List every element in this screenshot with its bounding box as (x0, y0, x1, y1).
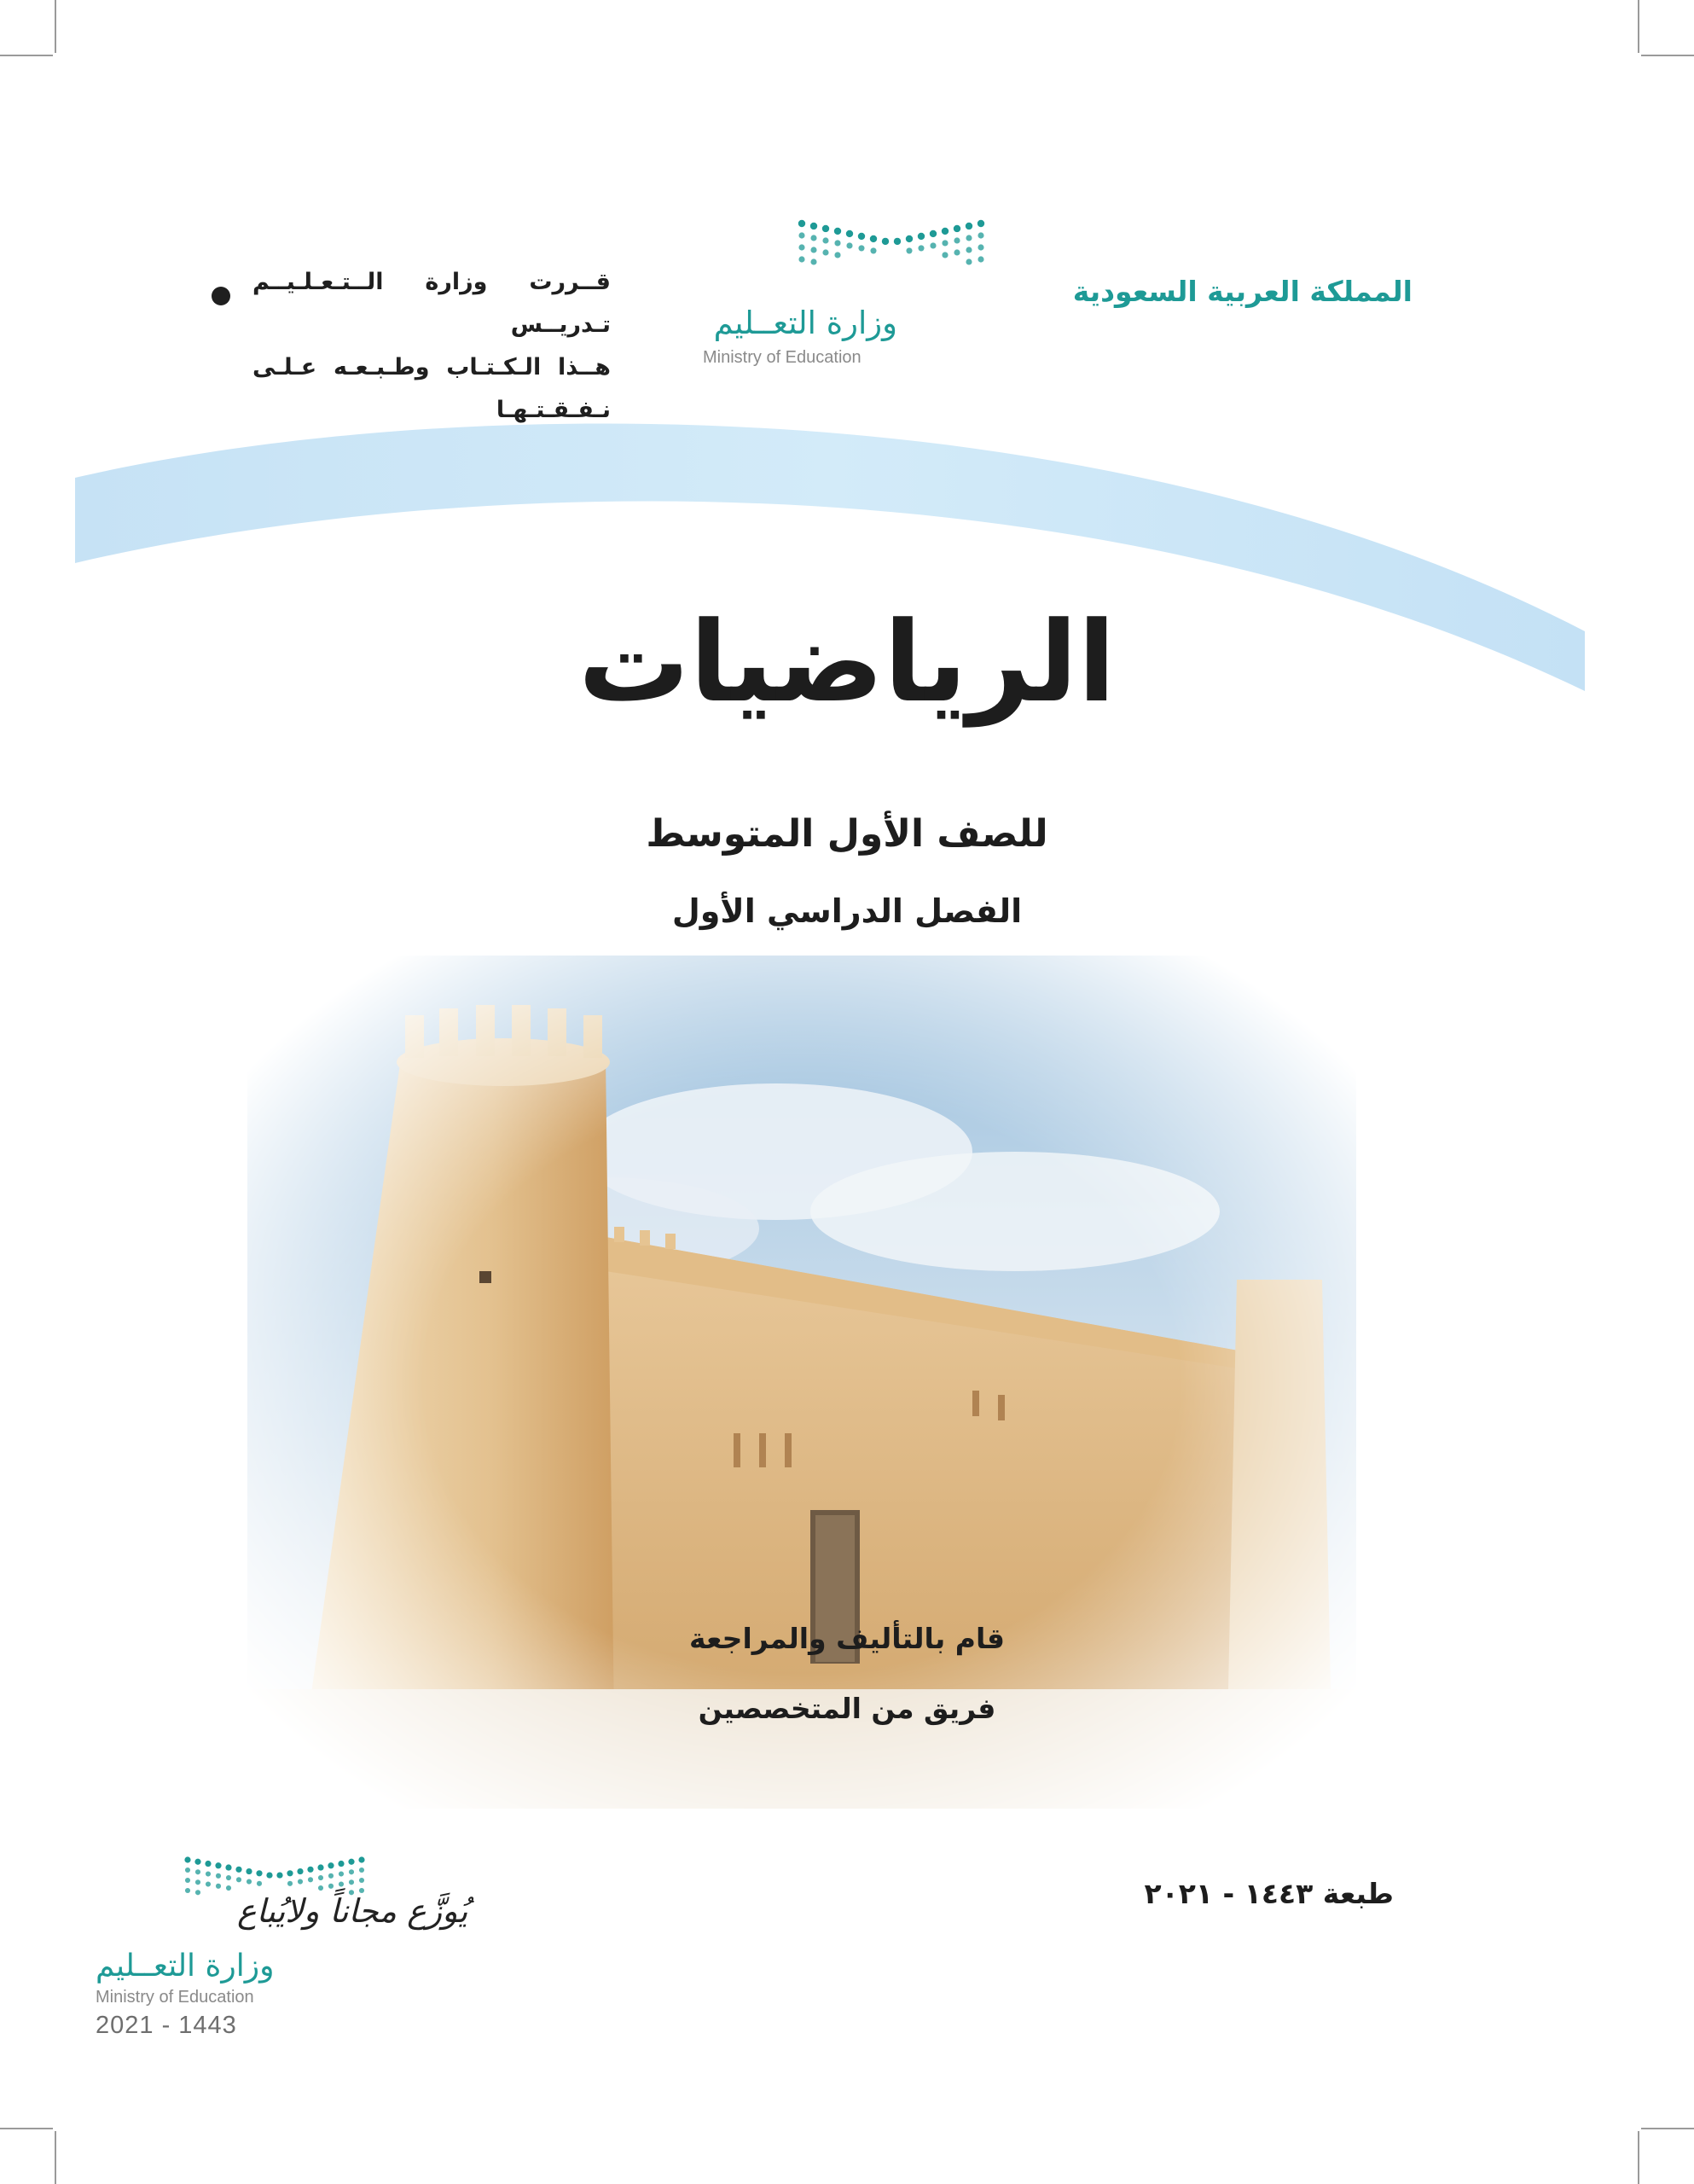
ministry-year: 2021 - 1443 (96, 2012, 237, 2039)
crop-mark (55, 0, 56, 53)
crop-mark (0, 55, 53, 56)
logo-dot (216, 1884, 221, 1889)
logo-dot (359, 1867, 364, 1873)
decree-line-2: هــذا الـكـتـاب وطـبـعـه عـلـى نـفـقـتـهـا (252, 354, 611, 423)
logo-dot (846, 230, 853, 237)
crop-mark (1638, 2131, 1639, 2184)
logo-dot (810, 235, 816, 241)
logo-dot (206, 1881, 211, 1886)
logo-dot (349, 1879, 354, 1885)
logo-dot (822, 249, 828, 255)
logo-dot (966, 247, 972, 253)
crop-mark (55, 2131, 56, 2184)
authors-line-2: فريق من المتخصصين (698, 1692, 996, 1725)
logo-dot (810, 223, 817, 229)
logo-dot (358, 1856, 364, 1862)
logo-dot (215, 1862, 221, 1868)
logo-dot (942, 240, 948, 246)
logo-dot (226, 1875, 231, 1880)
logo-dot (328, 1862, 334, 1868)
logo-dot (349, 1869, 354, 1874)
logo-dot (308, 1877, 313, 1882)
logo-dot (195, 1890, 200, 1895)
logo-dot (226, 1885, 231, 1891)
logo-dot (298, 1879, 303, 1884)
logo-dot (978, 220, 984, 227)
logo-dot (978, 232, 983, 238)
logo-dot (870, 247, 876, 253)
logo-dot (906, 235, 913, 242)
ministry-name-arabic: وزارة التعــليم (713, 305, 897, 341)
logo-dot (328, 1873, 334, 1879)
logo-dot (834, 240, 840, 246)
logo-dot (834, 252, 840, 258)
logo-dot (307, 1867, 313, 1873)
bullet-icon (212, 287, 230, 305)
logo-dot (276, 1872, 282, 1878)
logo-dot (930, 242, 936, 248)
logo-dot (359, 1878, 364, 1883)
logo-dot (247, 1879, 252, 1884)
logo-dot (338, 1861, 344, 1867)
logo-dot (317, 1864, 323, 1870)
logo-dot (348, 1859, 354, 1865)
logo-dot (942, 228, 949, 235)
logo-dot (894, 238, 901, 245)
logo-dot (798, 220, 805, 227)
crop-mark (1641, 2128, 1694, 2129)
logo-dot (978, 256, 983, 262)
logo-dot (810, 258, 816, 264)
crop-mark (1641, 55, 1694, 56)
ministry-name-arabic-footer: وزارة التعــليم (96, 1949, 275, 1984)
logo-dot (966, 223, 972, 229)
logo-dot (954, 237, 960, 243)
crop-mark (1638, 0, 1639, 53)
logo-dot (918, 233, 925, 240)
logo-dot (235, 1867, 241, 1873)
logo-dot (297, 1868, 303, 1874)
logo-dot (328, 1884, 334, 1889)
logo-dot (236, 1877, 241, 1882)
edition-label: طبعة ١٤٤٣ - ٢٠٢١ (1144, 1877, 1394, 1910)
logo-dot (185, 1878, 190, 1883)
logo-dot (206, 1871, 211, 1876)
logo-dot (798, 232, 804, 238)
logo-dot (882, 238, 889, 245)
crop-mark (0, 2128, 53, 2129)
logo-dot (798, 244, 804, 250)
logo-dot (858, 233, 865, 240)
logo-dot (185, 1867, 190, 1873)
logo-dot (216, 1873, 221, 1879)
logo-dot (257, 1881, 262, 1886)
logo-dot (870, 235, 877, 242)
logo-dot (978, 244, 983, 250)
logo-dot (339, 1871, 344, 1876)
logo-dot (318, 1875, 323, 1880)
logo-dot (195, 1879, 200, 1885)
grade-label: للصف الأول المتوسط (646, 812, 1048, 856)
logo-dot (810, 247, 816, 253)
logo-dot (906, 247, 912, 253)
logo-dot (266, 1872, 272, 1878)
logo-dot (185, 1888, 190, 1893)
logo-dot (966, 258, 972, 264)
kingdom-name: المملكة العربية السعودية (1072, 275, 1413, 308)
logo-dot (966, 235, 972, 241)
logo-dot (954, 249, 960, 255)
ministry-name-english: Ministry of Education (703, 348, 862, 367)
logo-dot (858, 245, 864, 251)
logo-dot (834, 228, 841, 235)
logo-dot (846, 242, 852, 248)
logo-dot (256, 1870, 262, 1876)
logo-dot (194, 1859, 200, 1865)
logo-dot (287, 1881, 293, 1886)
logo-dot (339, 1881, 344, 1886)
logo-dot (822, 237, 828, 243)
authors-credit (0, 1604, 1694, 1744)
book-title: الرياضيات (577, 597, 1116, 727)
free-distribution-note: يُوزَّع مجاناً ولايُباع (237, 1892, 468, 1930)
logo-dot (942, 252, 948, 258)
logo-dot (205, 1861, 211, 1867)
logo-dot (318, 1885, 323, 1891)
ministry-name-english-footer: Ministry of Education (96, 1988, 254, 2007)
decree-line-1: قــررت وزارة الــتـعـلـيــم تـدريــس (252, 269, 611, 338)
logo-dot (930, 230, 937, 237)
logo-dot (195, 1869, 200, 1874)
logo-dot (184, 1856, 190, 1862)
logo-dot (918, 245, 924, 251)
logo-dot (954, 225, 960, 232)
logo-dot (225, 1864, 231, 1870)
logo-dot (822, 225, 829, 232)
semester-label: الفصل الدراسي الأول (671, 892, 1023, 930)
logo-dot (287, 1870, 293, 1876)
logo-dot (798, 256, 804, 262)
logo-dot (246, 1868, 252, 1874)
authors-line-1: قام بالتأليف والمراجعة (689, 1622, 1005, 1655)
